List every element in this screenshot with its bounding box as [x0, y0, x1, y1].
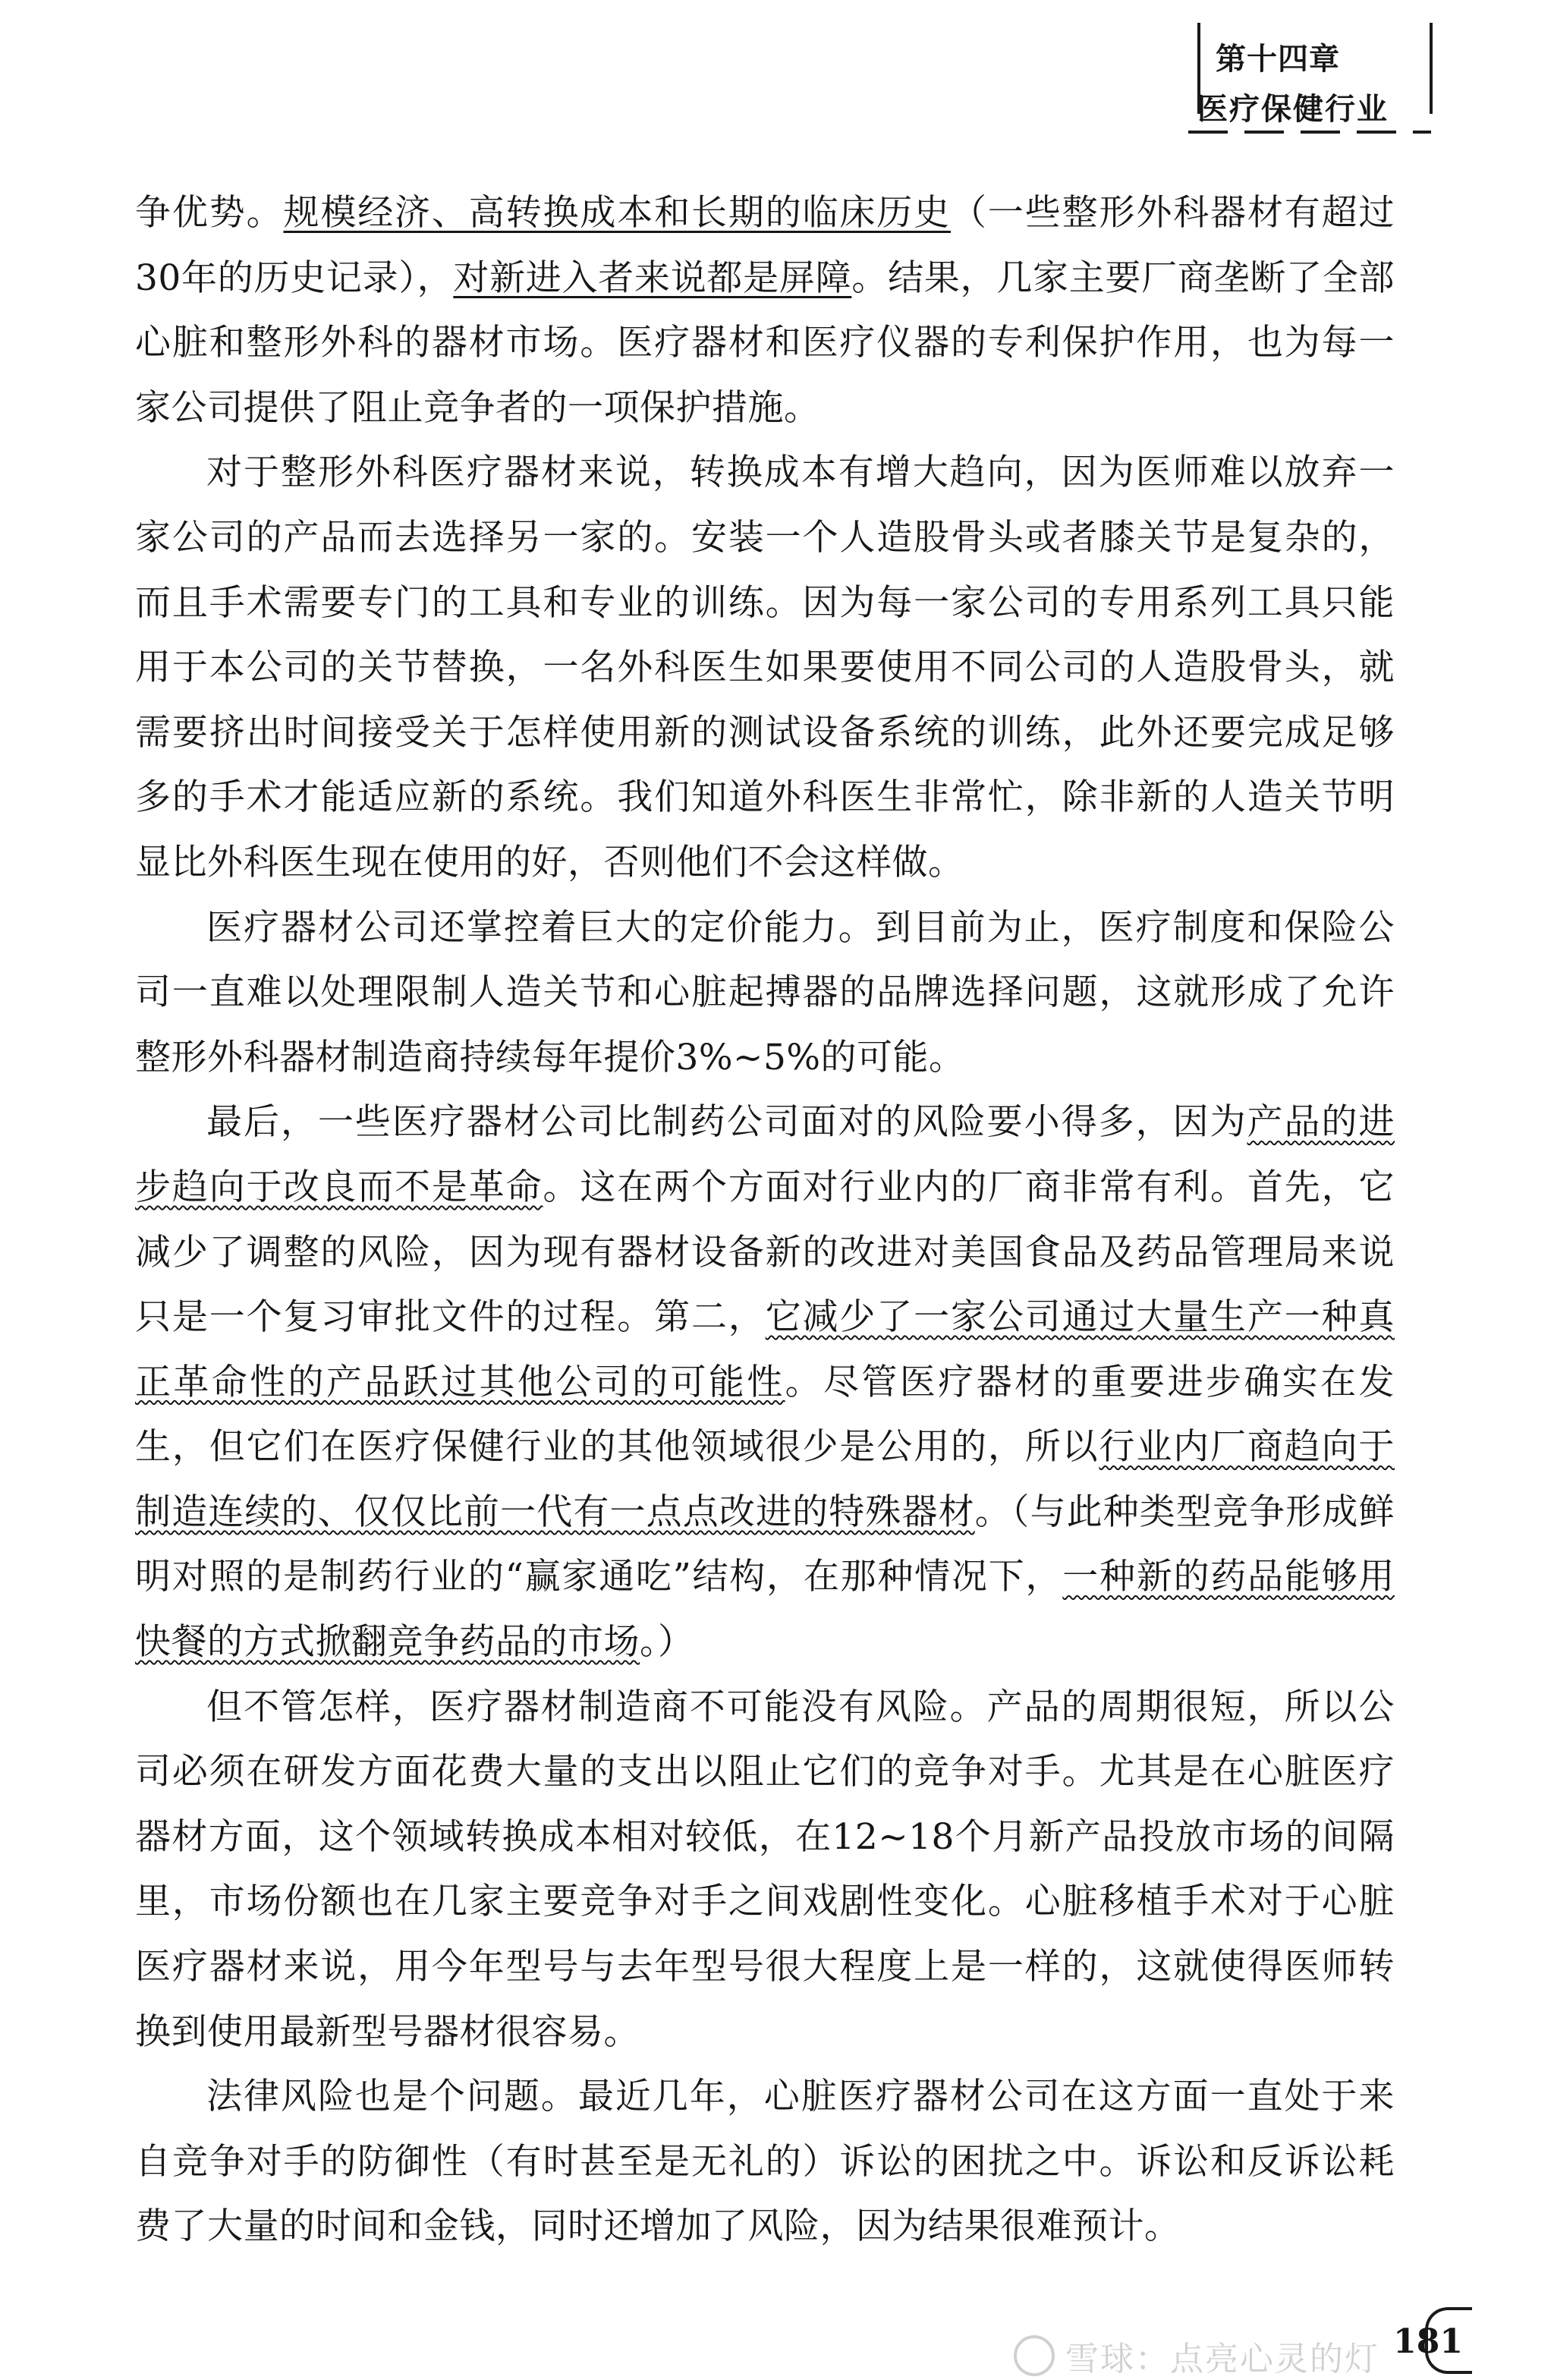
paragraph — [135, 896, 1395, 1091]
handwritten-wavy-underline: 一种新的药品能够用快餐的方式掀翻竞争药品的市场 — [135, 1556, 1395, 1664]
handwritten-underline: 对新进入者来说都是屏障 — [453, 257, 852, 299]
text-run: 医疗器材公司还掌控着巨大的定价能力。到目前为止，医疗制度和保险公司一直难以处理限制人造关节和心脏起搏器的品牌选择问题，这就形成了允许整形外科器材制造商持续每年提价3%~5%的可能。 — [135, 906, 1395, 1078]
text-run: 。结果，几家主要厂商垄断了全部心脏和整形外科的器材市场。医疗器材和医疗仪器的专利保护作用，也为每一家公司提供了阻止竞争者的一项保护措施。 — [135, 257, 1395, 429]
paragraph — [135, 181, 1395, 440]
section-title: 医疗保健行业 — [1197, 92, 1389, 127]
paragraph — [135, 1090, 1395, 1674]
text-run: 。） — [640, 1621, 694, 1664]
paragraph — [135, 2064, 1395, 2259]
text-run: 法律风险也是个问题。最近几年，心脏医疗器材公司在这方面一直处于来自竞争对手的防御性（有时甚至是无礼的）诉讼的困扰之中。诉讼和反诉讼耗费了大量的时间和金钱，同时还增加了风险，因为结果很难预计。 — [135, 2076, 1395, 2248]
paragraph — [135, 1675, 1395, 2065]
page-number: 181 — [1393, 2322, 1463, 2361]
header-dashed-rule — [1188, 131, 1431, 134]
header-rule-right — [1430, 23, 1433, 114]
running-header — [1197, 15, 1433, 144]
watermark — [1014, 2331, 1379, 2380]
text-run: 争优势。 — [135, 192, 284, 234]
handwritten-wavy-underline: 它减少了一家公司通过大量生产一种真正革命性的产品跃过其他公司的可能性 — [135, 1296, 1395, 1403]
handwritten-wavy-underline: 产品的进步趋向于改良而不是革命 — [135, 1101, 1395, 1208]
text-run: （一些整形外科器材有超过30年的历史记录）， — [135, 192, 1395, 299]
handwritten-underline: 规模经济、高转换成本和长期的临床历史 — [283, 192, 952, 234]
text-run: 。（与此种类型竞争形成鲜明对照的是制药行业的“赢家通吃”结构，在那种情况下， — [135, 1491, 1395, 1598]
snowball-logo-icon — [1014, 2335, 1055, 2376]
chapter-title: 第十四章 — [1216, 42, 1340, 77]
text-run: 最后，一些医疗器材公司比制药公司面对的风险要小得多，因为 — [206, 1101, 1247, 1144]
text-run: 。这在两个方面对行业内的厂商非常有利。首先，它减少了调整的风险，因为现有器材设备新的改进对美国食品及药品管理局来说只是一个复习审批文件的过程。第二， — [135, 1166, 1395, 1339]
body-text — [135, 181, 1395, 2259]
text-run: 。尽管医疗器材的重要进步确实在发生，但它们在医疗保健行业的其他领域很少是公用的，所以 — [135, 1361, 1395, 1469]
text-run: 对于整形外科医疗器材来说，转换成本有增大趋向，因为医师难以放弃一家公司的产品而去选择另一家的。安装一个人造股骨头或者膝关节是复杂的，而且手术需要专门的工具和专业的训练。因为每一家公司的专用系列工具只能用于本公司的关节替换，一名外科医生如果要使用不同公司的人造股骨头，就需要挤出时间接受关于怎样使用新的测试设备系统的训练，此外还要完成足够多的手术才能适应新的系统。我们知道外科医生非常忙，除非新的人造关节明显比外科医生现在使用的好，否则他们不会这样做。 — [135, 452, 1395, 883]
paragraph — [135, 440, 1395, 895]
watermark-text: 雪球：点亮心灵的灯 — [1065, 2340, 1379, 2378]
handwritten-wavy-underline: 行业内厂商趋向于制造连续的、仅仅比前一代有一点点改进的特殊器材 — [135, 1426, 1395, 1533]
text-run: 但不管怎样，医疗器材制造商不可能没有风险。产品的周期很短，所以公司必须在研发方面花费大量的支出以阻止它们的竞争对手。尤其是在心脏医疗器材方面，这个领域转换成本相对较低，在12~18个月新产品投放市场的间隔里，市场份额也在几家主要竞争对手之间戏剧性变化。心脏移植手术对于心脏医疗器材来说，用今年型号与去年型号很大程度上是一样的，这就使得医师转换到使用最新型号器材很容易。 — [135, 1686, 1395, 2053]
